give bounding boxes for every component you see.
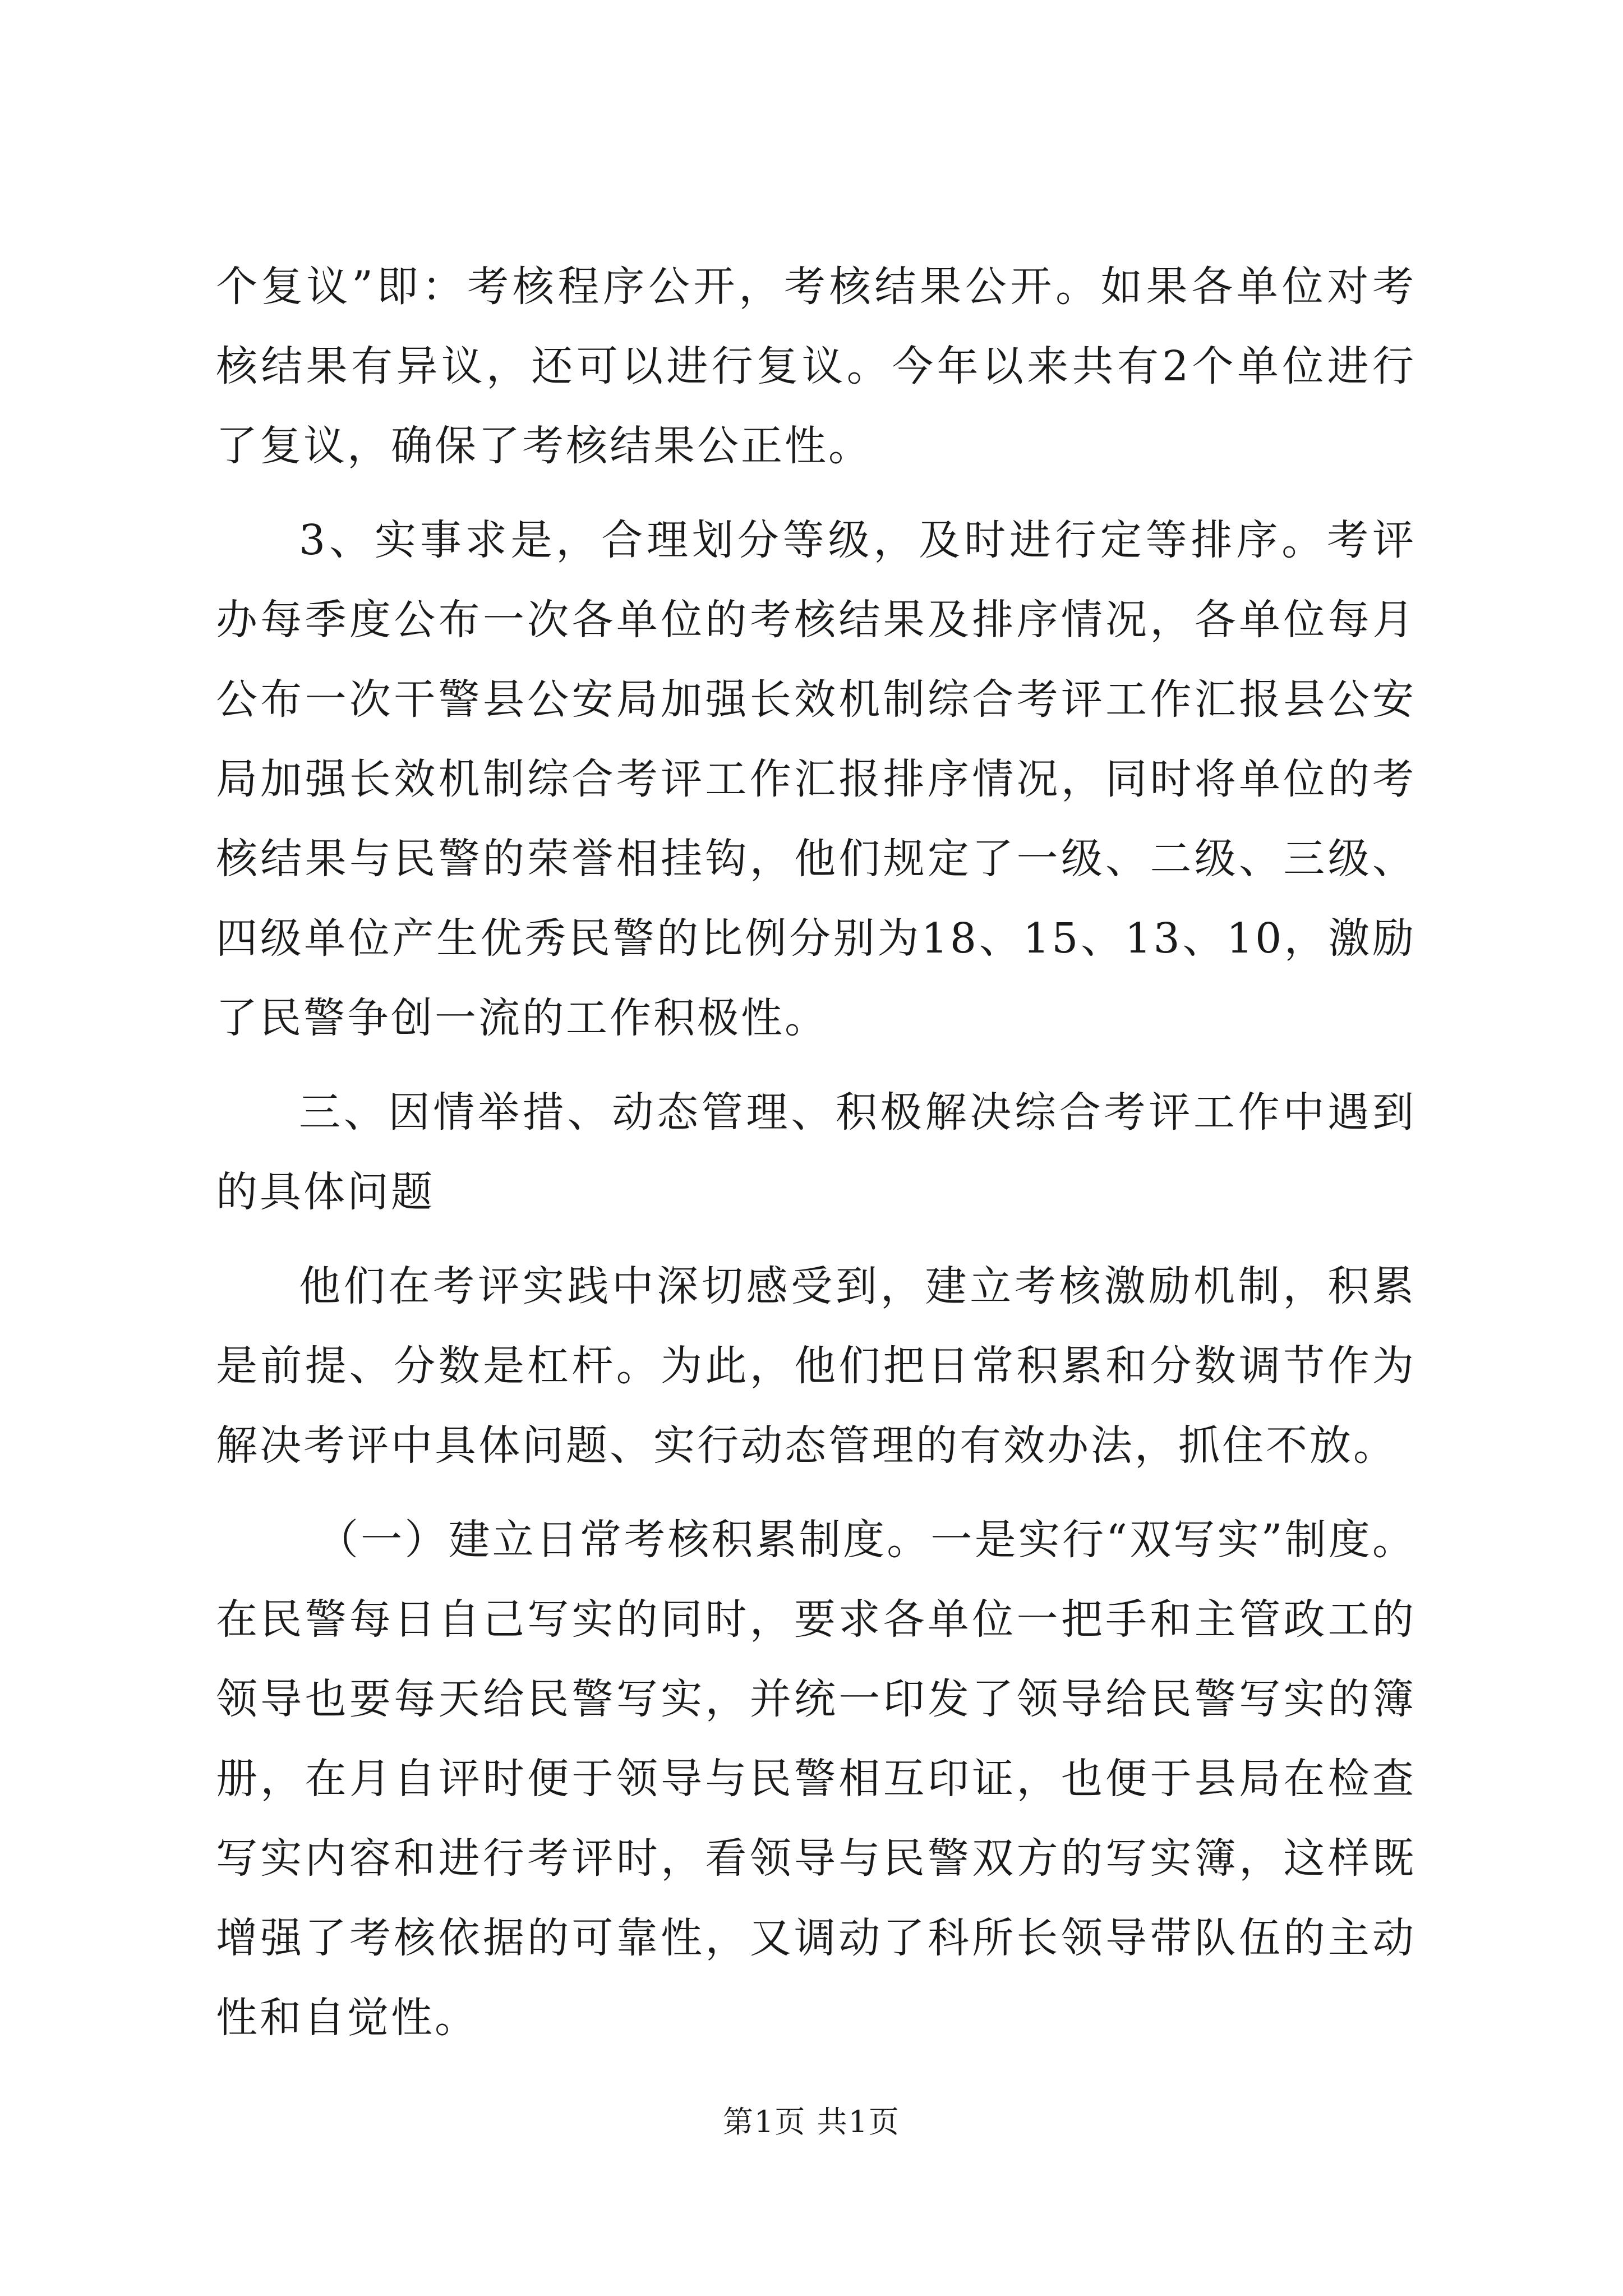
section-heading-three: 三、因情举措、动态管理、积极解决综合考评工作中遇到的具体问题 [216,1088,1416,1216]
document-body [216,247,1416,2072]
paragraph-accumulation: 他们在考评实践中深切感受到，建立考核激励机制，积累是前提、分数是杠杆。为此，他们把日常积累和分数调节作为解决考评中具体问题、实行动态管理的有效办法，抓住不放。 [216,1262,1416,1470]
paragraph-daily-assessment: （一）建立日常考核积累制度。一是实行“双写实”制度。在民警每日自己写实的同时，要求各单位一把手和主管政工的领导也要每天给民警写实，并统一印发了领导给民警写实的簿册，在月自评时便于领导与民警相互印证，也便于县局在检查写实内容和进行考评时，看领导与民警双方的写实簿，这样既增强了考核依据的可靠性，又调动了科所长领导带队伍的主动性和自觉性。 [216,1516,1416,2042]
paragraph-continued-review: 个复议”即：考核程序公开，考核结果公开。如果各单位对考核结果有异议，还可以进行复议。今年以来共有2个单位进行了复议，确保了考核结果公正性。 [216,263,1416,470]
page-footer: 第1页 共1页 [723,2104,900,2139]
paragraph-ranking: 3、实事求是，合理划分等级，及时进行定等排序。考评办每季度公布一次各单位的考核结果及排序情况，各单位每月公布一次干警县公安局加强长效机制综合考评工作汇报县公安局加强长效机制综合考评工作汇报排序情况，同时将单位的考核结果与民警的荣誉相挂钩，他们规定了一级、二级、三级、四级单位产生优秀民警的比例分别为18、15、13、10，激励了民警争创一流的工作积极性。 [216,516,1416,1042]
